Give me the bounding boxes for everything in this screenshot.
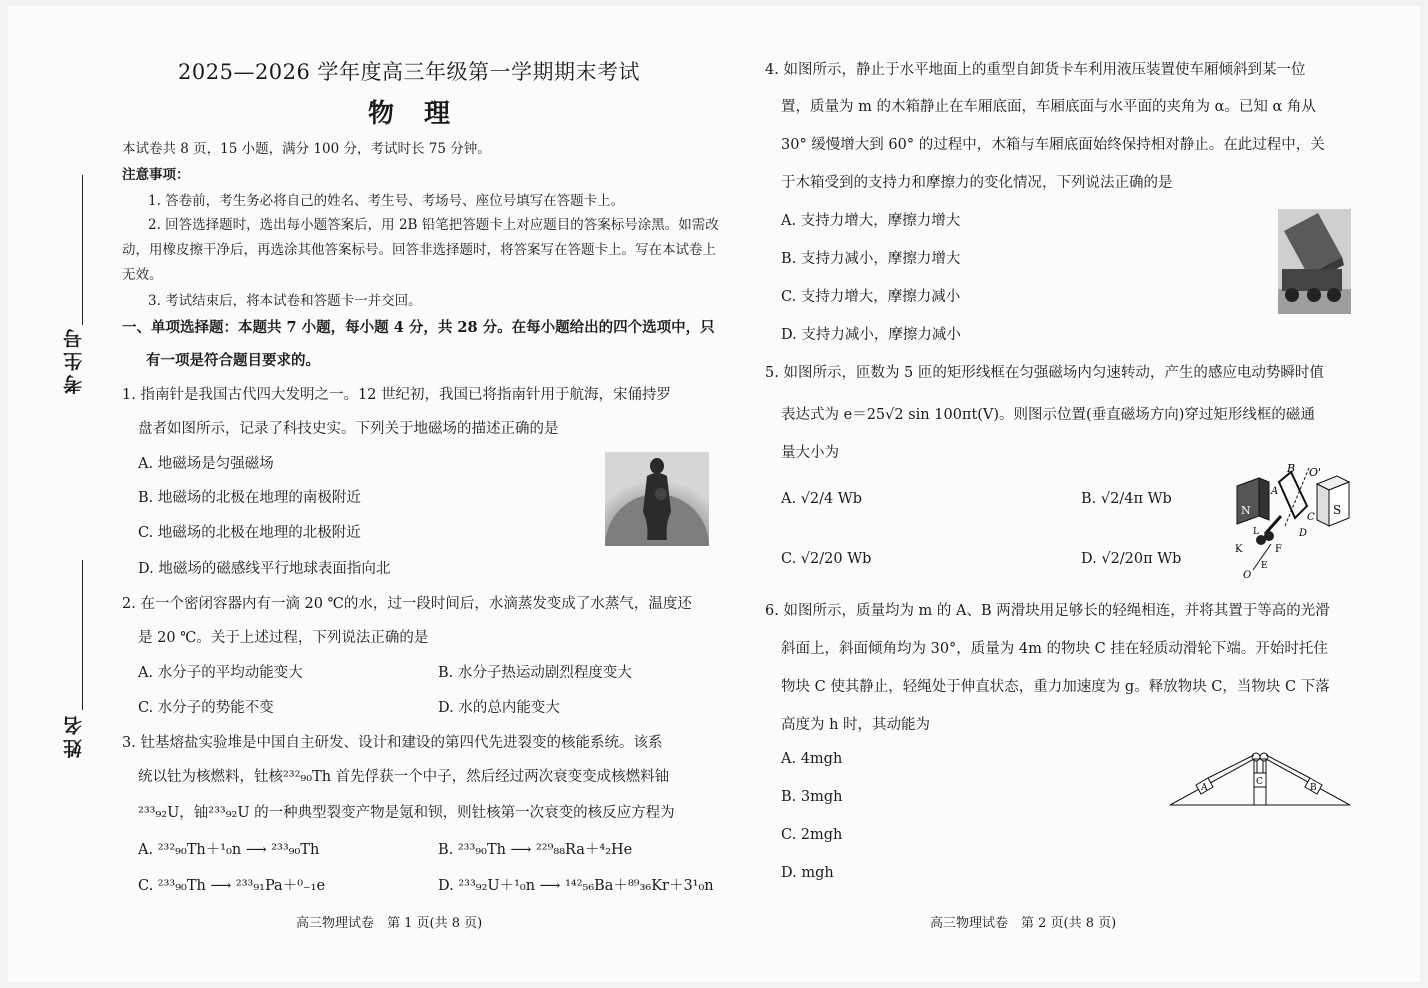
q5-option-d: D. √2/20π Wb bbox=[1081, 551, 1182, 567]
candidate-number-line bbox=[82, 175, 83, 325]
q6-option-a: A. 4mgh bbox=[781, 751, 843, 767]
name-line bbox=[82, 560, 83, 710]
q5-label-k: K bbox=[1235, 544, 1243, 555]
q2-option-b: B. 水分子热运动剧烈程度变大 bbox=[438, 665, 632, 681]
q4-option-c: C. 支持力增大，摩擦力减小 bbox=[781, 289, 961, 305]
q6-option-d: D. mgh bbox=[781, 865, 834, 881]
dump-truck-photo bbox=[1278, 209, 1351, 314]
q1-stem-2: 盘者如图所示，记录了科技史实。下列关于地磁场的描述正确的是 bbox=[138, 421, 559, 437]
q1-option-b: B. 地磁场的北极在地理的南极附近 bbox=[138, 490, 361, 506]
q3-stem-2: 统以钍为核燃料，钍核²³²₉₀Th 首先俘获一个中子，然后经过两次衰变变成核燃料铀 bbox=[138, 769, 670, 785]
q5-label-l: L bbox=[1253, 527, 1259, 537]
q5-label-c: C bbox=[1307, 512, 1315, 523]
q4-stem-1: 4. 如图所示，静止于水平地面上的重型自卸货卡车利用液压装置使车厢倾斜到某一位 bbox=[765, 62, 1306, 78]
candidate-number-label: 考生号 bbox=[63, 325, 85, 394]
q5-label-b: B bbox=[1287, 462, 1296, 475]
q3-option-c: C. ²³³₉₀Th ⟶ ²³³₉₁Pa＋⁰₋₁e bbox=[138, 878, 326, 894]
q4-stem-3: 30° 缓慢增大到 60° 的过程中，木箱与车厢底面始终保持相对静止。在此过程中，关 bbox=[781, 137, 1325, 153]
q5-option-a: A. √2/4 Wb bbox=[781, 491, 863, 507]
q6-option-b: B. 3mgh bbox=[781, 789, 843, 805]
q3-option-a: A. ²³²₉₀Th＋¹₀n ⟶ ²³³₉₀Th bbox=[138, 842, 320, 858]
q5-label-f: F bbox=[1275, 544, 1282, 555]
notice-2c: 无效。 bbox=[122, 267, 163, 283]
q5-label-n: N bbox=[1241, 504, 1251, 517]
notice-1: 1. 答卷前，考生务必将自己的姓名、考生号、考场号、座位号填写在答题卡上。 bbox=[148, 193, 625, 209]
subject-title: 物理 bbox=[368, 99, 481, 129]
binding-margin bbox=[0, 0, 110, 988]
q2-option-d: D. 水的总内能变大 bbox=[438, 700, 560, 716]
notice-title: 注意事项： bbox=[122, 167, 190, 183]
q5-stem-3: 量大小为 bbox=[781, 445, 839, 461]
q6-stem-1: 6. 如图所示，质量均为 m 的 A、B 两滑块用足够长的轻绳相连，并将其置于等高的光滑 bbox=[765, 603, 1330, 619]
page-2-footer: 高三物理试卷 第 2 页(共 8 页) bbox=[930, 916, 1117, 931]
q6-stem-4: 高度为 h 时，其动能为 bbox=[781, 717, 931, 733]
song-figurine-photo bbox=[605, 452, 709, 546]
notice-2a: 2. 回答选择题时，选出每小题答案后，用 2B 铅笔把答题卡上对应题目的答案标号涂黑。如需改 bbox=[148, 217, 719, 233]
q5-label-d: D bbox=[1299, 528, 1308, 539]
double-incline-diagram bbox=[1168, 745, 1356, 809]
q1-stem-1: 1. 指南针是我国古代四大发明之一。12 世纪初，我国已将指南针用于航海，宋俑持罗 bbox=[122, 387, 672, 403]
q6-label-c: C bbox=[1256, 777, 1263, 787]
q4-option-a: A. 支持力增大，摩擦力增大 bbox=[781, 213, 961, 229]
section-heading: 一、单项选择题：本题共 7 小题，每小题 4 分，共 28 分。在每小题给出的四个选项中，只 bbox=[122, 319, 715, 336]
q5-label-e: E bbox=[1261, 561, 1268, 571]
q5-option-b: B. √2/4π Wb bbox=[1081, 491, 1172, 507]
q3-stem-1: 3. 钍基熔盐实验堆是中国自主研发、设计和建设的第四代先进裂变的核能系统。该系 bbox=[122, 735, 663, 751]
q4-stem-4: 于木箱受到的支持力和摩擦力的变化情况，下列说法正确的是 bbox=[781, 175, 1173, 191]
q6-option-c: C. 2mgh bbox=[781, 827, 843, 843]
q1-option-d: D. 地磁场的磁感线平行地球表面指向北 bbox=[138, 561, 391, 577]
q5-stem-2: 表达式为 e＝25√2 sin 100πt(V)。则图示位置(垂直磁场方向)穿过矩形线框的磁通 bbox=[781, 407, 1315, 423]
q5-option-c: C. √2/20 Wb bbox=[781, 551, 872, 567]
q6-stem-3: 物块 C 使其静止，轻绳处于伸直状态，重力加速度为 g。释放物块 C，当物块 C 下落 bbox=[781, 679, 1330, 695]
q2-stem-1: 2. 在一个密闭容器内有一滴 20 ℃的水，过一段时间后，水滴蒸发变成了水蒸气，温度还 bbox=[122, 596, 692, 612]
q2-option-a: A. 水分子的平均动能变大 bbox=[138, 665, 303, 681]
notice-2b: 动，用橡皮擦干净后，再选涂其他答案标号。回答非选择题时，将答案写在答题卡上。写在本试卷上 bbox=[122, 242, 716, 258]
q5-label-a: A bbox=[1271, 486, 1279, 497]
q5-label-o: O bbox=[1243, 570, 1252, 581]
q3-option-d: D. ²³³₉₂U＋¹₀n ⟶ ¹⁴²₅₆Ba＋⁸⁹₃₆Kr＋3¹₀n bbox=[438, 878, 714, 894]
q5-label-s: S bbox=[1333, 503, 1342, 517]
q3-option-b: B. ²³³₉₀Th ⟶ ²²⁹₈₈Ra＋⁴₂He bbox=[438, 842, 633, 858]
q5-label-o-prime: O' bbox=[1309, 466, 1322, 479]
intro-line: 本试卷共 8 页，15 小题，满分 100 分，考试时长 75 分钟。 bbox=[122, 141, 491, 157]
exam-title: 2025—2026 学年度高三年级第一学期期末考试 bbox=[178, 60, 641, 84]
q1-option-a: A. 地磁场是匀强磁场 bbox=[138, 456, 274, 472]
q3-stem-3: ²³³₉₂U，铀²³³₉₂U 的一种典型裂变产物是氪和钡，则钍核第一次衰变的核反应方程为 bbox=[138, 805, 675, 821]
q6-label-a: A bbox=[1201, 783, 1208, 793]
notice-3: 3. 考试结束后，将本试卷和答题卡一并交回。 bbox=[148, 293, 422, 309]
q4-option-d: D. 支持力减小，摩擦力减小 bbox=[781, 327, 961, 343]
q4-stem-2: 置，质量为 m 的木箱静止在车厢底面，车厢底面与水平面的夹角为 α。已知 α 角从 bbox=[781, 99, 1316, 115]
q5-stem-1: 5. 如图所示，匝数为 5 匝的矩形线框在匀强磁场内匀速转动，产生的感应电动势瞬时值 bbox=[765, 365, 1324, 381]
name-label: 姓名 bbox=[63, 712, 85, 758]
q6-stem-2: 斜面上，斜面倾角均为 30°，质量为 4m 的物块 C 挂在轻质动滑轮下端。开始时托住 bbox=[781, 641, 1328, 657]
q2-option-c: C. 水分子的势能不变 bbox=[138, 700, 274, 716]
q6-label-b: B bbox=[1310, 783, 1317, 793]
q2-stem-2: 是 20 ℃。关于上述过程，下列说法正确的是 bbox=[138, 630, 429, 646]
q4-option-b: B. 支持力减小，摩擦力增大 bbox=[781, 251, 961, 267]
q1-option-c: C. 地磁场的北极在地理的北极附近 bbox=[138, 525, 361, 541]
rotating-coil-diagram bbox=[1225, 460, 1355, 584]
page-1-footer: 高三物理试卷 第 1 页(共 8 页) bbox=[296, 916, 483, 931]
section-heading-2: 有一项是符合题目要求的。 bbox=[146, 352, 320, 369]
